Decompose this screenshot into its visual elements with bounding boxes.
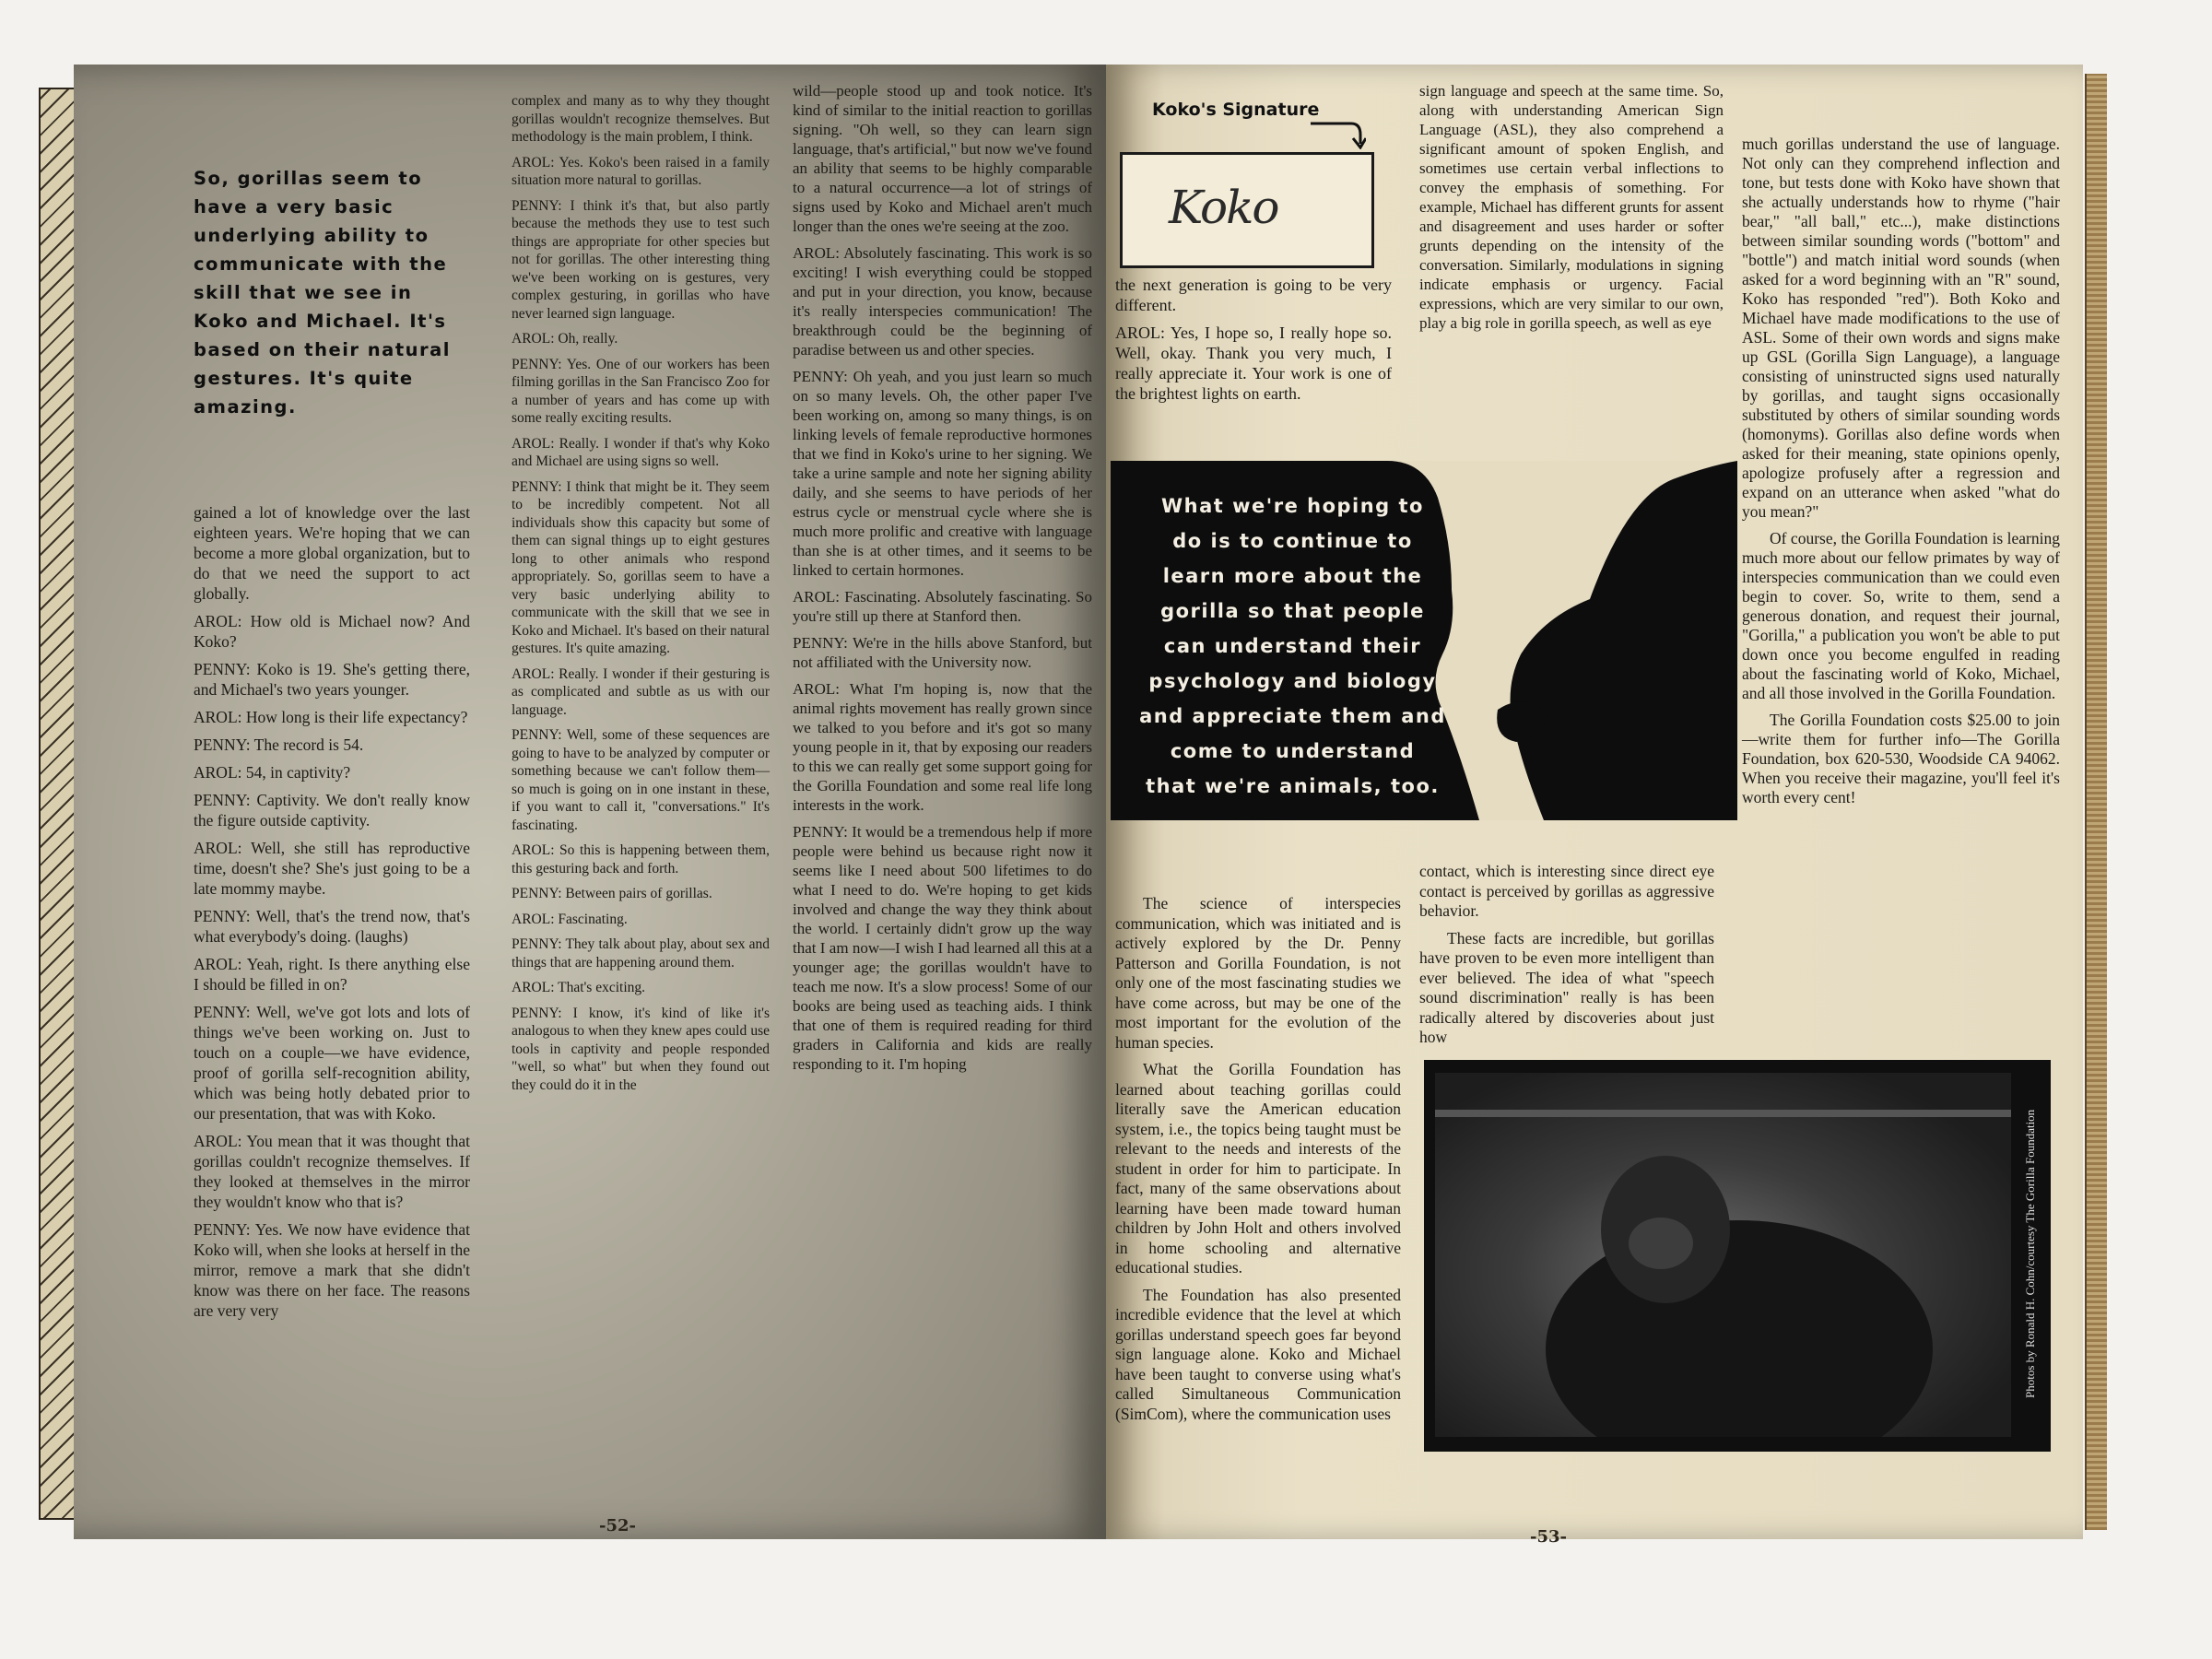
paragraph: PENNY: I think it's that, but also partly because the methods they use to test such things are appropriate for other species but not for gorillas. The other interesting thing we've been working on is gestures, very complex gesturing, in gorillas who have never learned sign language. (512, 197, 770, 322)
paragraph: sign language and speech at the same time. So, along with understanding American Sign Language (ASL), they also comprehend a significant amount of spoken English, and sometimes use certain verbal inflections to convey the emphasis of something. For example, Michael has different grunts for assent and disagreement and uses harder or softer grunts depending on the intensity of the conversation. Similarly, modulations in signing indicate emphasis or urgency. Facial expressions, which are very similar to our own, play a big role in gorilla speech, as well as eye (1419, 82, 1724, 332)
paragraph: wild—people stood up and took notice. It's kind of similar to the initial reaction to gorillas signing. "Oh well, so they can learn sign language, that's artificial," but now we've found an ability that seems to be highly comparable to a natural occurrence—a lot of strings of signs used by Koko and Michael aren't much longer than the ones we're seeing at the zoo. (793, 82, 1092, 235)
paragraph: PENNY: Captivity. We don't really know the figure outside captivity. (194, 791, 470, 830)
paragraph: These facts are incredible, but gorillas have proven to be even more intelligent than ever believed. The idea of what "speech sound discrimination" really is has been radically altered by discoveries about just how (1419, 928, 1714, 1046)
paragraph: AROL: Really. I wonder if that's why Koko and Michael are using signs so well. (512, 435, 770, 469)
paragraph: AROL: Absolutely fascinating. This work is so exciting! I wish everything could be stopped and put in your direction, you know, because it's really interspecies communication! The breakthrough could be the beginning of paradise between us and other species. (793, 244, 1092, 359)
paragraph: AROL: You mean that it was thought that gorillas couldn't recognize themselves. If they looked at themselves in the mirror they wouldn't know who that is? (194, 1132, 470, 1211)
paragraph: PENNY: We're in the hills above Stanford, but not affiliated with the University now. (793, 634, 1092, 671)
paragraph: PENNY: They talk about play, about sex and things that are happening around them. (512, 936, 770, 971)
paragraph: AROL: Yeah, right. Is there anything else I should be filled in on? (194, 955, 470, 994)
paragraph: AROL: Yes, I hope so, I really hope so. Well, okay. Thank you very much, I really appreciate it. Your work is one of the brightest lights on earth. (1115, 324, 1392, 403)
left-column-2 (512, 92, 770, 1101)
paragraph: AROL: So this is happening between them, this gesturing back and forth. (512, 842, 770, 877)
paragraph: PENNY: The record is 54. (194, 735, 364, 754)
gorilla-photo-image (1435, 1073, 2011, 1437)
paragraph: PENNY: I know, it's kind of like it's analogous to when they knew apes could use tools in captivity and people responded "well, so what" but when they found out they could do it in the (512, 1005, 770, 1093)
photo-credit: Photos by Ronald H. Cohn/courtesy The Gorilla Foundation (2023, 1109, 2037, 1398)
right-column-2-top (1419, 81, 1724, 340)
signature-box (1120, 152, 1374, 268)
right-column-1-top (1115, 275, 1392, 411)
paragraph: PENNY: Well, we've got lots and lots of things we've been working on. Just to touch on a couple—we have evidence, proof of gorilla self-recognition ability, which was being hotly debated prior to our presentation, that was with Koko. (194, 1003, 470, 1123)
page-number-right: -53- (1530, 1527, 1567, 1547)
paragraph: PENNY: Well, that's the trend now, that's what everybody's doing. (laughs) (194, 907, 470, 946)
signature-title: Koko's Signature (1152, 100, 1320, 120)
paragraph: What the Gorilla Foundation has learned about teaching gorillas could literally save the American education system, i.e., the topics being taught must be relevant to the needs and interests of the student in order for him to participate. In fact, many of the same observations about learning have been made toward human children by John Holt and others involved in home schooling and alternative educational studies. (1115, 1060, 1401, 1277)
left-column-1 (194, 502, 470, 1328)
right-column-3 (1742, 135, 2060, 815)
paragraph: AROL: Fascinating. Absolutely fascinating. So you're still up there at Stanford then. (793, 588, 1092, 625)
paragraph: The science of interspecies communication, which was initiated and is actively explored by the Dr. Penny Patterson and Gorilla Foundation, is not only one of the most fascinating studies we have come across, but may be one of the most important for the evolution of the human species. (1115, 894, 1401, 1052)
right-column-2-bottom (1419, 862, 1714, 1055)
pull-quote-panel (1111, 461, 1737, 820)
paragraph: PENNY: It would be a tremendous help if more people were behind us because right now it seems like I need about 500 lifetimes to do what I need to do. We're hoping to get kids involved and change the way they think about the world. I certainly didn't grow up the way that I am now—I wish I had learned all this at a younger age; the gorillas wouldn't have to teach me now. It's a slow process! Some of our books are being used as teaching aids. I think that one of them is required reading for third graders in California and kids are really responding to it. I'm hoping (793, 823, 1092, 1073)
paragraph: Of course, the Gorilla Foundation is learning much more about our fellow primates by way of interspecies communication than we could even begin to cover. So, write to them, send a generous donation, and request their journal, "Gorilla," a publication you won't be able to put down once you become engulfed in reading about the fascinating world of Koko, Michael, and all those involved in the Gorilla Foundation. (1742, 529, 2060, 702)
gorilla-photo (1424, 1060, 2051, 1452)
left-column-3 (793, 81, 1092, 1081)
paragraph: PENNY: Oh yeah, and you just learn so much on so many levels. Oh, the other paper I've been working on, among so many things, is on linking levels of female reproductive hormones that we find in Koko's urine to her signing. We take a urine sample and note her signing ability daily, and she seems to have periods of her estrus cycle or menstrual cycle where she is much more prolific and creative with language than she is at other times, and it seems to be linked to certain hormones. (793, 368, 1092, 579)
gorilla-icon (1435, 1073, 2011, 1437)
paragraph: PENNY: I think that might be it. They seem to be incredibly competent. Not all individuals show this capacity but some of them can signal things up to eight gestures long to other animals who respond appropriately. So, gorillas seem to have a very basic underlying ability to communicate with the skill that we see in Koko and Michael. It's based on their natural gestures. It's quite amazing. (512, 478, 770, 656)
paragraph: PENNY: Yes. One of our workers has been filming gorillas in the San Francisco Zoo for a number of years and has come up with some really exciting results. (512, 356, 770, 426)
paragraph: much gorillas understand the use of language. Not only can they comprehend inflection and tone, but tests done with Koko have shown that she actually understands how to rhyme ("hair bear," "all ball," etc...), make distinctions between similar sounding words ("bottom" and "bottle") and match initial word sounds (when asked for a word beginning with an "R" sound, Koko has responded "red"). Both Koko and Michael have made modifications to the use of ASL. Some of their own words and signs make up GSL (Gorilla Sign Language), a language consisting of uninstructed signs used naturally by gorillas, and taught signs occasionally substituted by others of similar sounding words (homonyms). Gorillas also define words when asked for their meaning, state opinions openly, apologize profusely after a regression and expand on an utterance when asked "what do you mean?" (1742, 135, 2060, 521)
paragraph: PENNY: Between pairs of gorillas. (512, 886, 712, 901)
paragraph: AROL: Fascinating. (512, 911, 628, 927)
left-pull-quote: So, gorillas seem to have a very basic underlying ability to communicate with the skill that we see in Koko and Michael. It's based on their natural gestures. It's quite amazing. (194, 168, 451, 418)
paragraph: PENNY: Koko is 19. She's getting there, and Michael's two years younger. (194, 660, 470, 699)
paragraph: AROL: How old is Michael now? And Koko? (194, 612, 470, 651)
paragraph: the next generation is going to be very different. (1115, 276, 1392, 314)
paragraph: PENNY: Yes. We now have evidence that Koko will, when she looks at herself in the mirror, remove a mark that she didn't know was there on her face. The reasons are very very (194, 1220, 470, 1320)
paragraph: The Gorilla Foundation costs $25.00 to join—write them for further info—The Gorilla Foundation, box 620-530, Woodside CA 94062. When you receive their magazine, you'll feel it's worth every cent! (1742, 711, 2060, 806)
paragraph: AROL: Well, she still has reproductive time, doesn't she? She's just going to be a late mommy maybe. (194, 839, 470, 898)
book-page-edges-right (2085, 74, 2107, 1530)
paragraph: contact, which is interesting since direct eye contact is perceived by gorillas as aggressive behavior. (1419, 862, 1714, 920)
paragraph: AROL: 54, in captivity? (194, 763, 351, 782)
paragraph: complex and many as to why they thought gorillas wouldn't recognize themselves. But methodology is the main problem, I think. (512, 93, 770, 145)
paragraph: AROL: How long is their life expectancy? (194, 708, 468, 726)
paragraph: AROL: Really. I wonder if their gesturing is as complicated and subtle as us with our language. (512, 665, 770, 718)
paragraph: AROL: Oh, really. (512, 331, 618, 347)
right-column-1-bottom (1115, 894, 1401, 1431)
arrow-icon (1309, 112, 1366, 149)
paragraph: AROL: Yes. Koko's been raised in a family situation more natural to gorillas. (512, 154, 770, 188)
paragraph: The Foundation has also presented incredible evidence that the level at which gorillas understand speech goes far beyond sign language alone. Koko and Michael have been taught to converse using what's called Simultaneous Communication (SimCom), where the communication uses (1115, 1285, 1401, 1423)
paragraph: PENNY: Well, some of these sequences are going to have to be analyzed by computer or something because we can't follow them—so much is going on in one instant in these, if you want to call it, "conversations." It's fascinating. (512, 727, 770, 833)
paragraph: gained a lot of knowledge over the last eighteen years. We're hoping that we can become a more global organization, but to do that we need the support to act globally. (194, 503, 470, 603)
right-pull-quote: What we're hoping to do is to continue to learn more about the gorilla so that people can understand their psychology and biology and appreciate them and come to understand that we're animals, too. (1139, 495, 1446, 797)
paragraph: AROL: What I'm hoping is, now that the animal rights movement has really grown since we talked to you before and it's got so many young people in it, that by exposing our readers to this we can really get some support going for the Gorilla Foundation and some real life long interests in the work. (793, 680, 1092, 814)
page-number-left: -52- (599, 1516, 636, 1535)
signature-scrawl: Koko (1169, 181, 1278, 234)
paragraph: AROL: That's exciting. (512, 980, 646, 995)
